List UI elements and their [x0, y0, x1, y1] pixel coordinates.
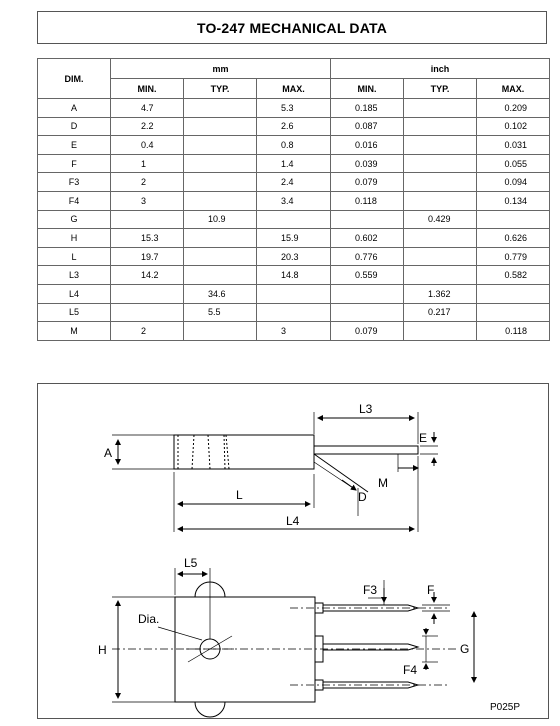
mm-typ-cell — [184, 266, 257, 285]
label-f4: F4 — [403, 663, 418, 677]
in-min-cell: 0.087 — [331, 117, 404, 136]
mm-min-cell: 0.4 — [111, 136, 184, 155]
dim-cell: L — [38, 247, 111, 266]
mm-min-cell: 1 — [111, 154, 184, 173]
table-header-row — [38, 59, 550, 79]
table-row — [38, 247, 550, 266]
in-min-cell: 0.602 — [331, 229, 404, 248]
label-l4: L4 — [286, 514, 300, 528]
side-lead — [314, 446, 418, 454]
in-min-cell — [331, 284, 404, 303]
in-min-cell: 0.016 — [331, 136, 404, 155]
mm-min-header: MIN. — [111, 79, 184, 99]
mm-typ-cell — [184, 136, 257, 155]
label-l5: L5 — [184, 556, 198, 570]
in-typ-cell: 1.362 — [404, 284, 477, 303]
label-h: H — [98, 643, 107, 657]
mm-typ-cell: 34.6 — [184, 284, 257, 303]
side-body-outline — [174, 435, 314, 469]
mm-max-cell: 3.4 — [257, 191, 331, 210]
table-row — [38, 266, 550, 285]
in-min-cell: 0.118 — [331, 191, 404, 210]
dim-cell: E — [38, 136, 111, 155]
in-typ-cell — [404, 154, 477, 173]
dim-cell: L5 — [38, 303, 111, 322]
label-d: D — [358, 490, 367, 504]
in-max-cell: 0.626 — [477, 229, 550, 248]
mm-max-cell: 1.4 — [257, 154, 331, 173]
mm-typ-cell — [184, 173, 257, 192]
mm-min-cell: 2.2 — [111, 117, 184, 136]
lead-bend-line — [314, 454, 368, 492]
mm-typ-cell: 5.5 — [184, 303, 257, 322]
in-typ-cell — [404, 229, 477, 248]
in-max-cell: 0.055 — [477, 154, 550, 173]
in-min-cell — [331, 303, 404, 322]
mm-typ-cell — [184, 322, 257, 341]
in-min-cell: 0.039 — [331, 154, 404, 173]
mm-max-cell: 14.8 — [257, 266, 331, 285]
in-typ-cell — [404, 117, 477, 136]
dim-cell: F4 — [38, 191, 111, 210]
table-row — [38, 210, 550, 229]
label-dia: Dia. — [138, 612, 160, 626]
mm-min-cell: 2 — [111, 322, 184, 341]
drawing-code: P025P — [490, 702, 521, 713]
table-row — [38, 136, 550, 155]
label-a: A — [104, 446, 113, 460]
dim-cell: L3 — [38, 266, 111, 285]
in-max-cell — [477, 284, 550, 303]
mm-min-cell: 14.2 — [111, 266, 184, 285]
label-l3: L3 — [359, 402, 373, 416]
mm-typ-cell — [184, 117, 257, 136]
in-typ-cell — [404, 191, 477, 210]
in-max-cell: 0.102 — [477, 117, 550, 136]
label-f3: F3 — [363, 583, 378, 597]
table-row — [38, 173, 550, 192]
in-min-cell: 0.776 — [331, 247, 404, 266]
dim-cell: H — [38, 229, 111, 248]
mm-max-cell: 20.3 — [257, 247, 331, 266]
label-m: M — [378, 476, 388, 490]
inch-max-header: MAX. — [477, 79, 550, 99]
dim-cell: F3 — [38, 173, 111, 192]
side-body-hatch — [178, 435, 229, 469]
in-typ-cell — [404, 266, 477, 285]
in-max-cell: 0.094 — [477, 173, 550, 192]
label-f: F — [427, 583, 435, 597]
table-row — [38, 154, 550, 173]
mm-typ-cell — [184, 154, 257, 173]
dim-header: DIM. — [38, 59, 111, 99]
table-row — [38, 117, 550, 136]
table-body — [38, 59, 550, 341]
mm-group-header: mm — [111, 59, 331, 79]
label-g: G — [460, 642, 470, 656]
mm-min-cell — [111, 284, 184, 303]
in-typ-cell — [404, 247, 477, 266]
in-max-cell — [477, 303, 550, 322]
in-min-cell: 0.559 — [331, 266, 404, 285]
inch-min-header: MIN. — [331, 79, 404, 99]
in-max-cell: 0.209 — [477, 99, 550, 118]
dim-cell: L4 — [38, 284, 111, 303]
dim-cell: M — [38, 322, 111, 341]
mm-min-cell — [111, 303, 184, 322]
in-max-cell: 0.118 — [477, 322, 550, 341]
mechanical-data-table — [37, 58, 550, 341]
mm-typ-header: TYP. — [184, 79, 257, 99]
datasheet-title: TO-247 MECHANICAL DATA — [37, 11, 547, 44]
inch-group-header: inch — [331, 59, 550, 79]
in-max-cell — [477, 210, 550, 229]
in-min-cell — [331, 210, 404, 229]
in-typ-cell — [404, 322, 477, 341]
inch-typ-header: TYP. — [404, 79, 477, 99]
mm-min-cell: 3 — [111, 191, 184, 210]
mm-min-cell — [111, 210, 184, 229]
mm-typ-cell — [184, 191, 257, 210]
mm-max-cell — [257, 210, 331, 229]
label-e: E — [419, 431, 428, 445]
dim-cell: G — [38, 210, 111, 229]
mm-max-cell: 15.9 — [257, 229, 331, 248]
in-typ-cell — [404, 173, 477, 192]
table-subheader-row — [38, 79, 550, 99]
dim-cell: F — [38, 154, 111, 173]
mm-max-cell — [257, 284, 331, 303]
in-min-cell: 0.079 — [331, 322, 404, 341]
in-max-cell: 0.582 — [477, 266, 550, 285]
table-row — [38, 284, 550, 303]
in-typ-cell — [404, 99, 477, 118]
mm-typ-cell — [184, 229, 257, 248]
table-row — [38, 303, 550, 322]
in-min-cell: 0.185 — [331, 99, 404, 118]
mm-min-cell: 4.7 — [111, 99, 184, 118]
in-max-cell: 0.134 — [477, 191, 550, 210]
in-typ-cell: 0.429 — [404, 210, 477, 229]
mm-typ-cell: 10.9 — [184, 210, 257, 229]
mm-max-cell: 2.6 — [257, 117, 331, 136]
front-view — [112, 568, 474, 717]
mm-typ-cell — [184, 247, 257, 266]
dim-cell: A — [38, 99, 111, 118]
in-max-cell: 0.779 — [477, 247, 550, 266]
in-min-cell: 0.079 — [331, 173, 404, 192]
mm-min-cell: 19.7 — [111, 247, 184, 266]
mm-max-cell — [257, 303, 331, 322]
in-typ-cell: 0.217 — [404, 303, 477, 322]
label-l: L — [236, 488, 243, 502]
package-drawing — [37, 383, 549, 719]
mm-typ-cell — [184, 99, 257, 118]
mm-max-cell: 0.8 — [257, 136, 331, 155]
mm-max-cell: 2.4 — [257, 173, 331, 192]
in-max-cell: 0.031 — [477, 136, 550, 155]
mm-min-cell: 15.3 — [111, 229, 184, 248]
bottom-mounting-notch — [195, 702, 225, 717]
mm-max-header: MAX. — [257, 79, 331, 99]
mm-max-cell: 3 — [257, 322, 331, 341]
front-body-outline — [175, 597, 315, 702]
table-row — [38, 322, 550, 341]
table-row — [38, 191, 550, 210]
side-view — [112, 412, 438, 532]
dim-cell: D — [38, 117, 111, 136]
package-drawing-svg — [38, 384, 550, 720]
in-typ-cell — [404, 136, 477, 155]
table-row — [38, 229, 550, 248]
table-row — [38, 99, 550, 118]
mm-min-cell: 2 — [111, 173, 184, 192]
mm-max-cell: 5.3 — [257, 99, 331, 118]
